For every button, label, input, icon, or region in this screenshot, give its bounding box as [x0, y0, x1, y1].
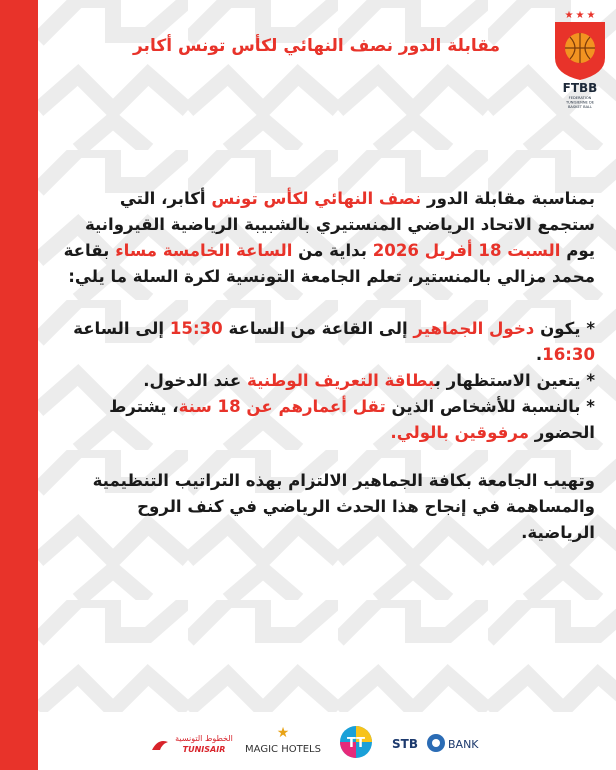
intro-paragraph [60, 186, 595, 290]
svg-text:★: ★ [276, 725, 290, 741]
logo-line-2: TUNISIENNE DE [565, 100, 595, 105]
text-span: إلى الساعة [73, 319, 170, 338]
logo-line-1: FEDERATION [568, 96, 592, 100]
svg-text:★: ★ [575, 10, 585, 21]
tunisie-telecom-logo [334, 724, 378, 760]
highlight-fans-entry: دخول الجماهير [413, 319, 535, 338]
text-span: بقاعة محمد مزالي بالمنستير، تعلم الجامعة التونسية لكرة السلة ما يلي: [63, 241, 595, 286]
logo-acronym: FTBB [562, 81, 598, 95]
text-span: * يكون [534, 319, 595, 338]
highlight-time: الساعة الخامسة مساء [115, 241, 293, 260]
bullet-minors [60, 394, 595, 446]
closing-paragraph: وتهيب الجامعة بكافة الجماهير الالتزام بهذه التراتيب التنظيمية والمساهمة في إنجاح هذا الحدث الرياضي في كنف الروح الرياضية. [92, 471, 595, 542]
svg-text:TT: TT [346, 736, 366, 751]
bullet-id-card [60, 368, 595, 394]
bullet-entry-time [60, 316, 595, 368]
text-span: بمناسبة مقابلة الدور [421, 189, 595, 208]
left-red-stripe [0, 0, 38, 770]
highlight-close-time: 16:30 [542, 345, 595, 364]
page-title: مقابلة الدور نصف النهائي لكأس تونس أكابر [132, 36, 500, 56]
sponsor-bar [38, 712, 616, 770]
highlight-guardian: مرفوقين بالولي. [390, 423, 530, 442]
text-span: . [535, 345, 543, 364]
text-span: * يتعين الاستظهار ب [434, 371, 595, 390]
text-span: أكابر، التي ستجمع الاتحاد الرياضي المنستيري بالشبيبة الرياضية القيروانية يوم [84, 189, 595, 260]
text-span: بداية من [292, 241, 373, 260]
highlight-date: السبت 18 أفريل 2026 [372, 241, 561, 260]
svg-text:STB: STB [392, 737, 418, 751]
ftbb-logo [552, 6, 608, 110]
highlight-id-card: بطاقة التعريف الوطنية [247, 371, 435, 390]
svg-text:الخطوط التونسية: الخطوط التونسية [175, 734, 233, 743]
highlight-age-limit: تقل أعمارهم عن 18 سنة [178, 397, 386, 416]
text-span: إلى القاعة من الساعة [222, 319, 414, 338]
svg-text:BANK: BANK [448, 738, 479, 751]
highlight-semifinal: نصف النهائي لكأس تونس [211, 189, 422, 208]
svg-text:TUNISAIR: TUNISAIR [182, 745, 226, 754]
text-span: عند الدخول. [143, 371, 248, 390]
highlight-open-time: 15:30 [169, 319, 223, 338]
tunisair-logo [146, 728, 234, 758]
text-span: * بالنسبة للأشخاص الذين [385, 397, 595, 416]
svg-text:★: ★ [586, 10, 596, 21]
svg-text:MAGIC HOTELS: MAGIC HOTELS [245, 744, 321, 755]
stb-bank-logo [388, 728, 488, 758]
announcement-body [60, 186, 595, 546]
svg-text:★: ★ [564, 10, 574, 21]
logo-line-3: BASKET BALL [567, 105, 593, 109]
text-span: ، يشترط الحضور [109, 397, 595, 442]
magic-hotels-logo [238, 724, 328, 758]
